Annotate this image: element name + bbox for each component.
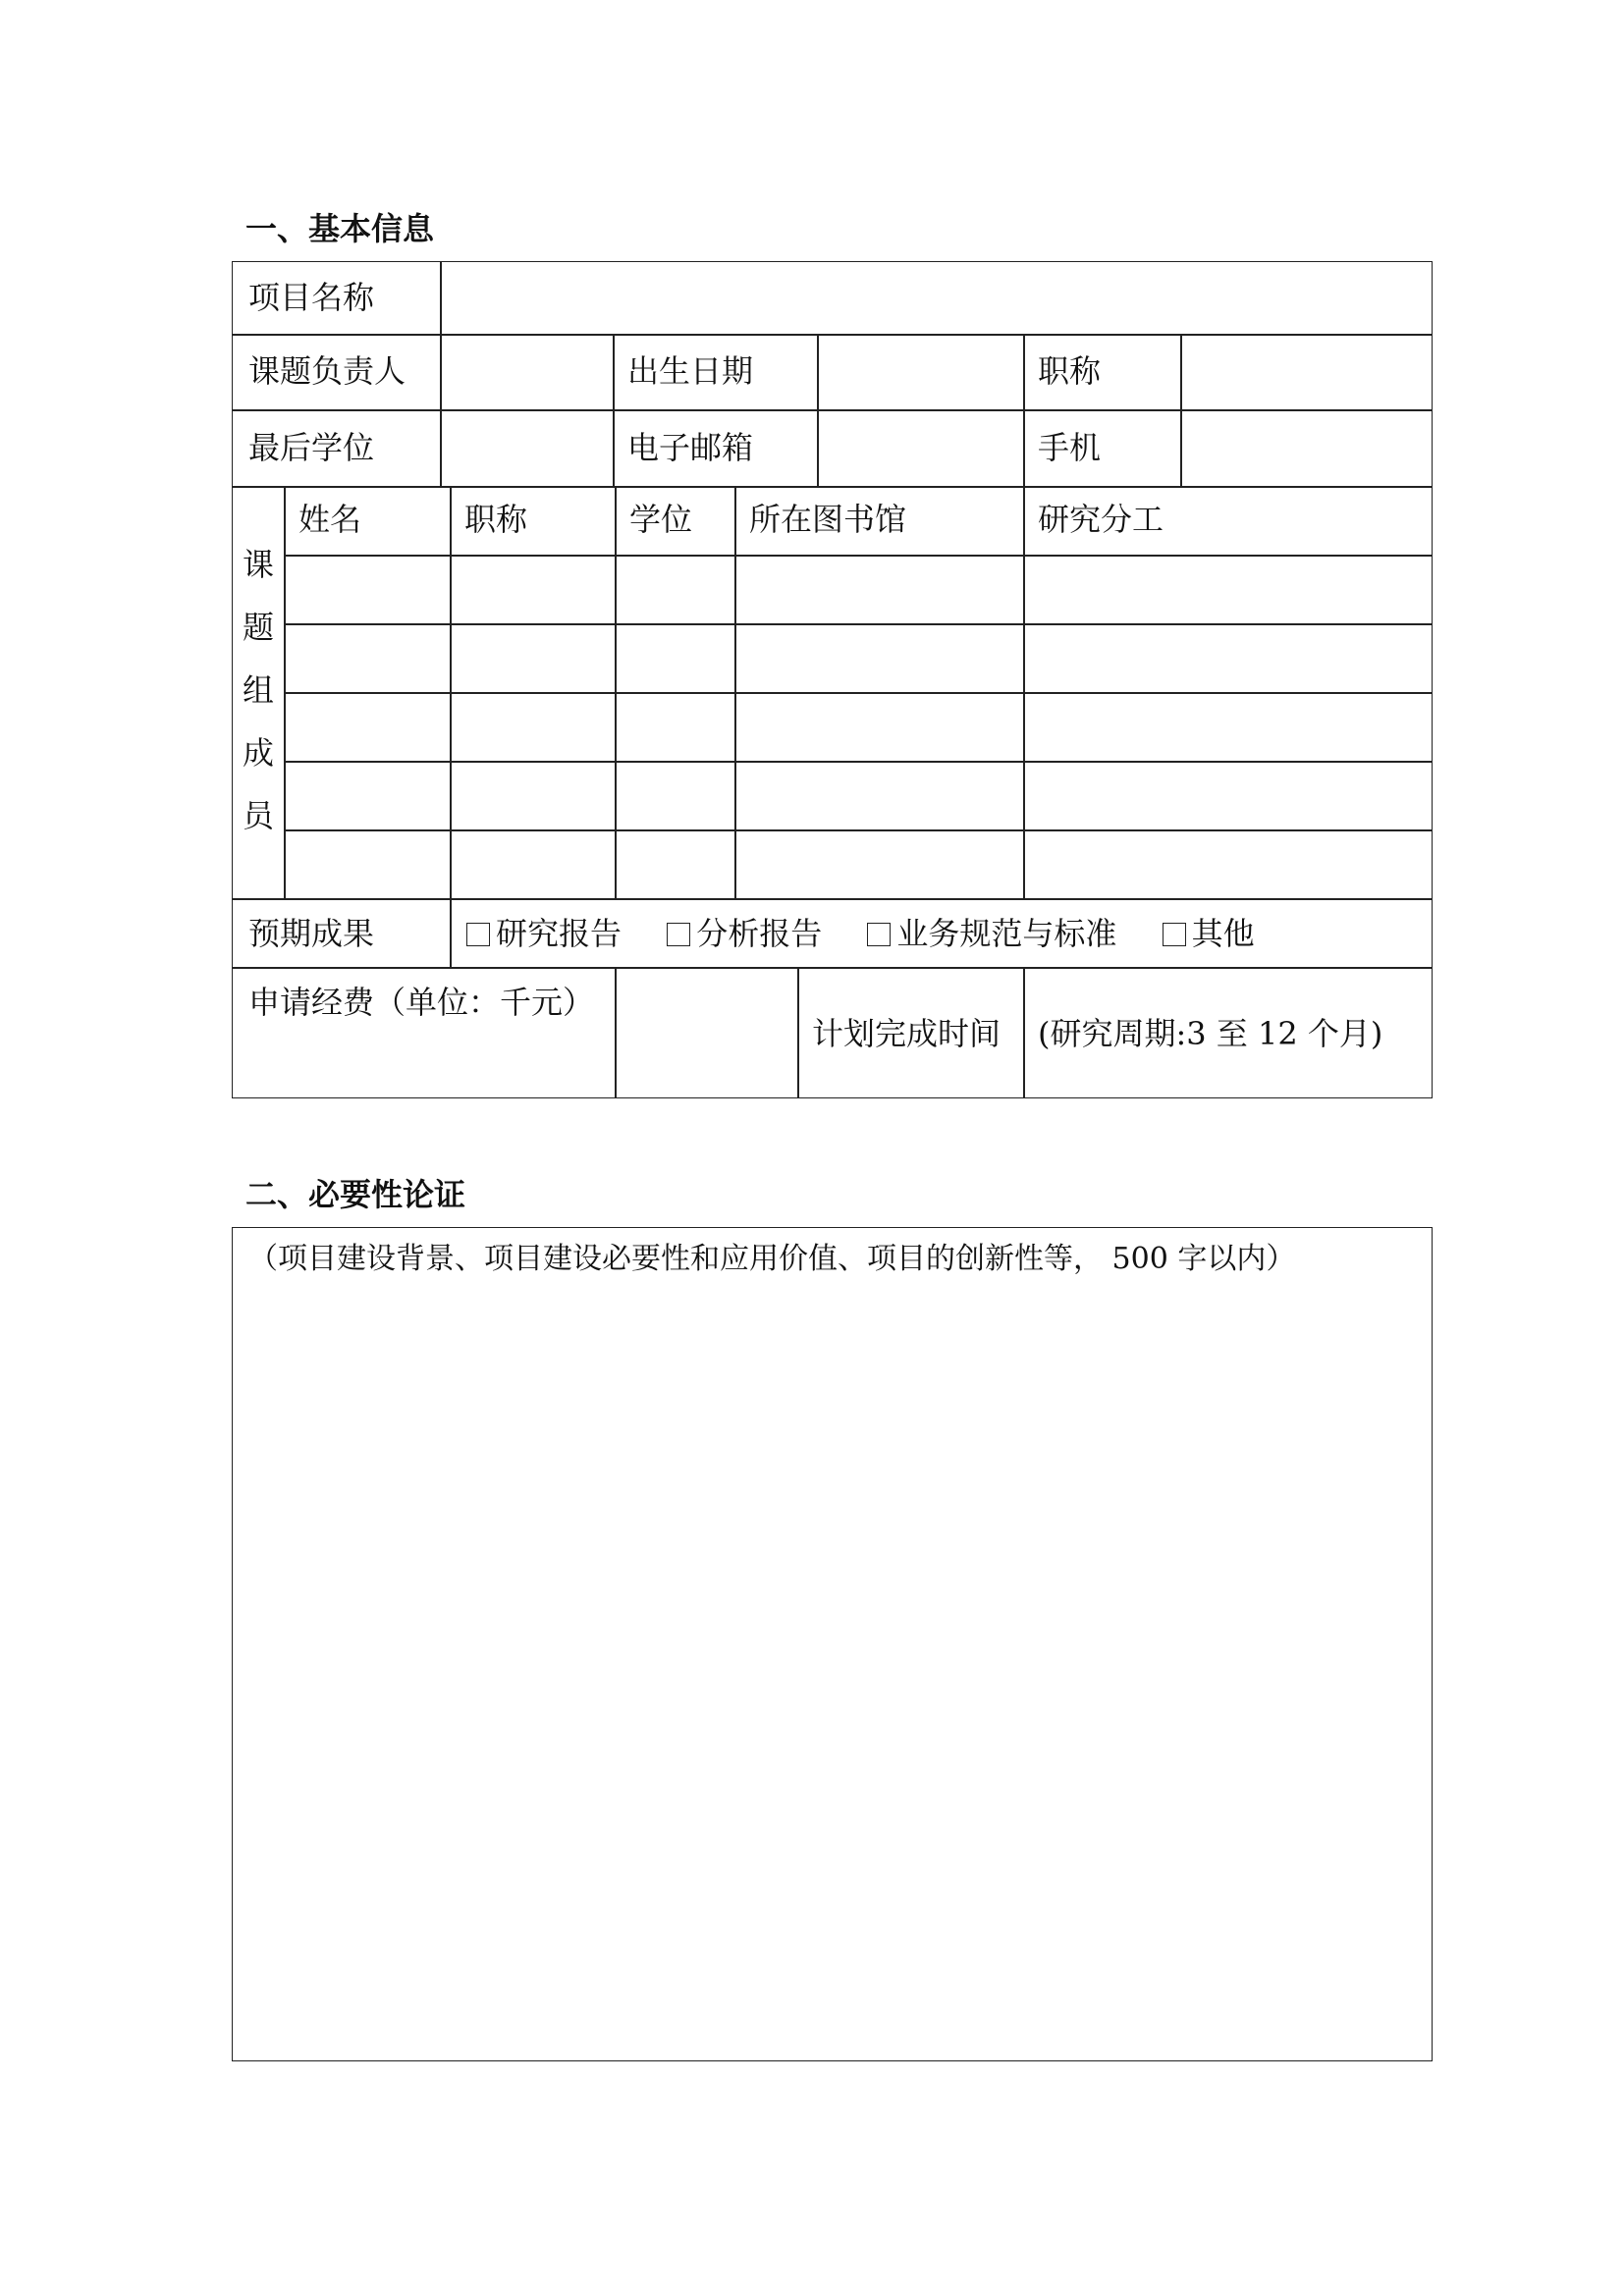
members-col-name: 姓名 xyxy=(298,501,362,538)
members-col-title: 职称 xyxy=(464,501,528,538)
col-divider xyxy=(450,898,452,967)
option-standards[interactable] xyxy=(867,914,1116,953)
necessity-text-area[interactable] xyxy=(232,1227,1433,2061)
email-label: 电子邮箱 xyxy=(627,429,754,466)
checkbox-icon[interactable] xyxy=(867,923,891,946)
birth-date-label: 出生日期 xyxy=(627,352,754,390)
col-divider xyxy=(440,334,442,486)
row-divider xyxy=(284,761,1432,763)
row-divider xyxy=(284,692,1432,694)
col-divider xyxy=(613,334,615,486)
funding-label: 申请经费（单位：千元） xyxy=(248,984,595,1021)
option-label: 业务规范与标准 xyxy=(896,915,1117,952)
planned-completion-label: 计划完成时间 xyxy=(812,1015,1001,1052)
expected-results-label: 预期成果 xyxy=(248,915,375,952)
row-divider xyxy=(233,486,1432,488)
leader-label: 课题负责人 xyxy=(248,352,406,390)
col-divider xyxy=(615,967,617,1097)
section-title-basic-info: 一、基本信息 xyxy=(245,210,435,247)
members-col-degree: 学位 xyxy=(629,501,693,538)
row-divider xyxy=(233,898,1432,900)
expected-results-options xyxy=(466,914,1290,953)
col-divider xyxy=(1023,486,1025,898)
row-divider xyxy=(284,555,1432,557)
row-divider xyxy=(284,623,1432,625)
checkbox-icon[interactable] xyxy=(466,923,490,946)
section-title-necessity: 二、必要性论证 xyxy=(245,1176,466,1213)
phone-label: 手机 xyxy=(1038,429,1102,466)
row-divider xyxy=(233,967,1432,969)
col-divider xyxy=(734,486,736,898)
option-analysis-report[interactable] xyxy=(667,914,822,953)
row-divider xyxy=(233,409,1432,411)
col-divider xyxy=(1023,967,1025,1097)
project-name-label: 项目名称 xyxy=(248,279,375,316)
research-period-note: (研究周期:3 至 12 个月) xyxy=(1038,1015,1383,1052)
basic-info-table xyxy=(232,261,1433,1098)
col-divider xyxy=(817,334,819,486)
col-divider xyxy=(797,967,799,1097)
option-label: 研究报告 xyxy=(496,915,623,952)
degree-label: 最后学位 xyxy=(248,429,375,466)
checkbox-icon[interactable] xyxy=(1163,923,1186,946)
members-col-library: 所在图书馆 xyxy=(749,501,907,538)
title-label: 职称 xyxy=(1038,352,1102,390)
necessity-hint: （项目建设背景、项目建设必要性和应用价值、项目的创新性等， 500 字以内） xyxy=(248,1242,1296,1276)
col-divider xyxy=(450,486,452,898)
col-divider xyxy=(284,486,286,898)
option-research-report[interactable] xyxy=(466,914,622,953)
option-other[interactable] xyxy=(1163,914,1255,953)
col-divider xyxy=(615,486,617,898)
col-divider xyxy=(440,262,442,334)
col-divider xyxy=(1180,334,1182,486)
col-divider xyxy=(1023,334,1025,486)
option-label: 分析报告 xyxy=(696,915,823,952)
option-label: 其他 xyxy=(1191,915,1255,952)
row-divider xyxy=(284,829,1432,831)
row-divider xyxy=(233,334,1432,336)
members-label: 课题组成员 xyxy=(242,546,274,834)
checkbox-icon[interactable] xyxy=(667,923,690,946)
members-col-role: 研究分工 xyxy=(1038,501,1164,538)
